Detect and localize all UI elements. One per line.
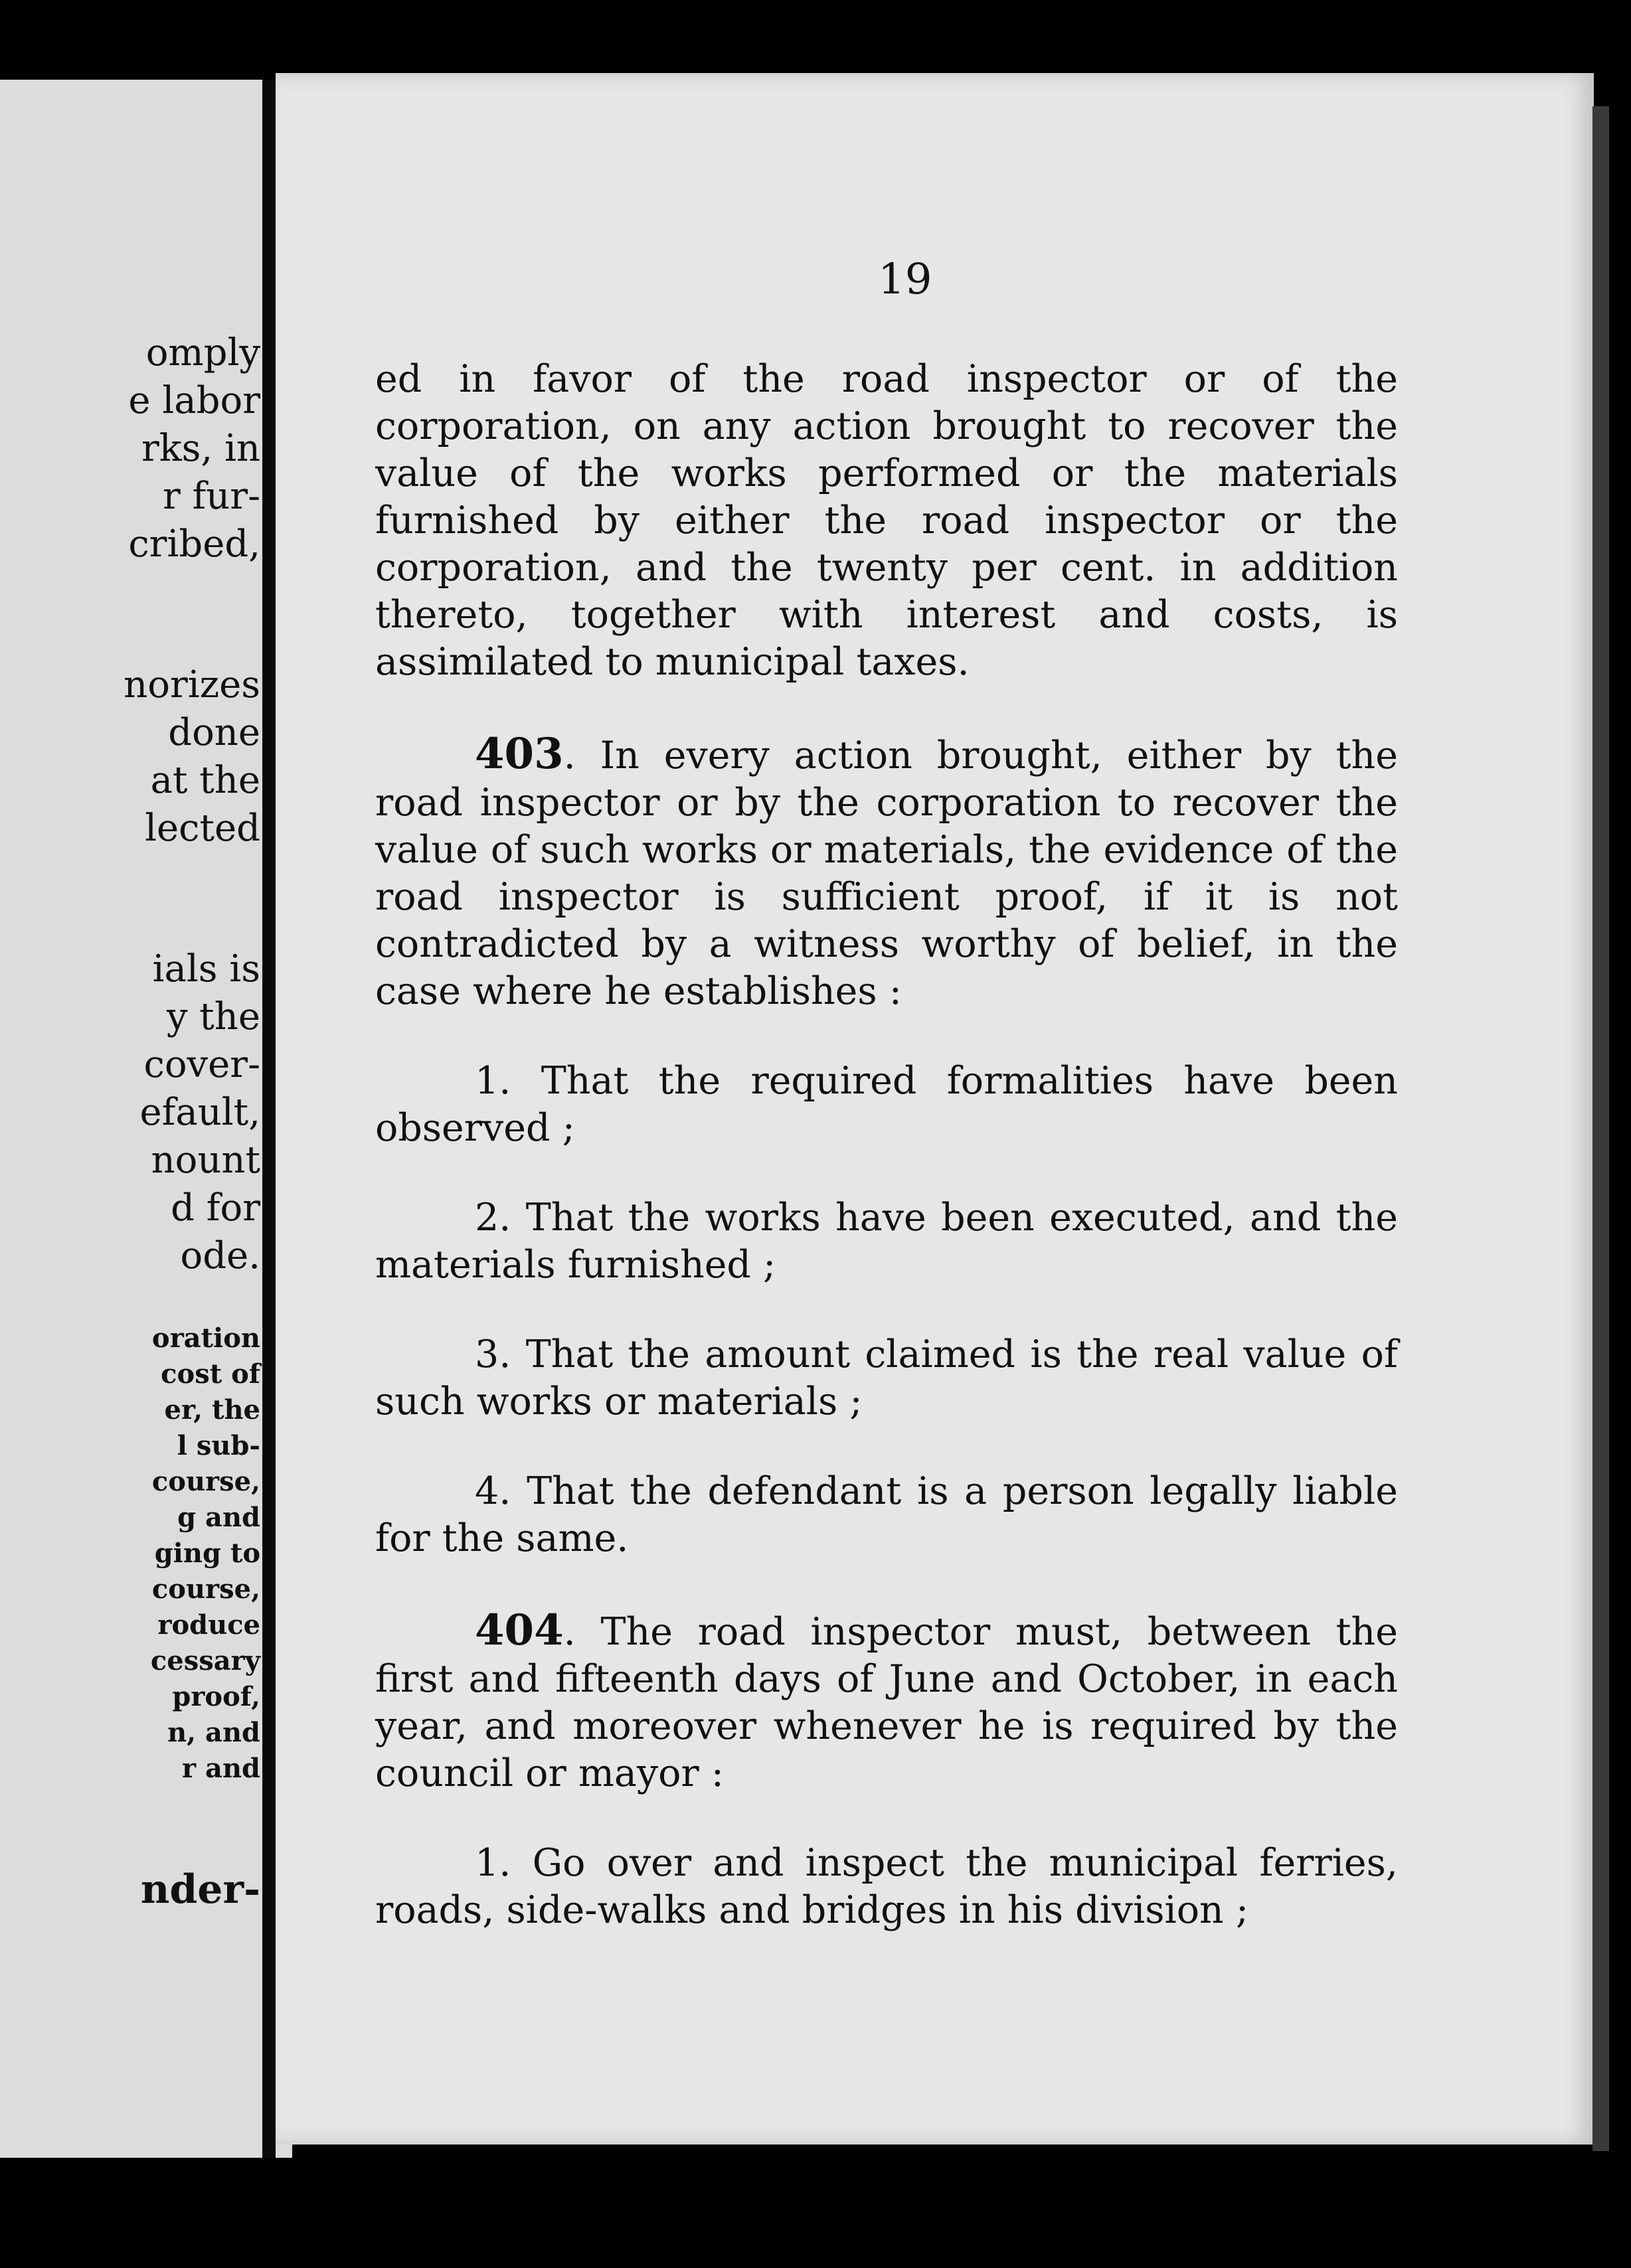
facing-page-line: nount <box>151 1139 260 1182</box>
facing-page-line: done <box>168 711 260 754</box>
section-404-item-1: 1. Go over and inspect the municipal ferries, roads, side-walks and bridges in his division ; <box>375 1841 1398 1932</box>
facing-page-line: d for <box>171 1186 260 1230</box>
facing-page-line: e labor <box>128 379 260 422</box>
facing-page-line: course, <box>151 1574 260 1605</box>
facing-page-line: at the <box>150 759 260 802</box>
continuation-text: ed in favor of the road inspector or of the corporation, on any action brought to recover the value of the works performed or the materials furnished by either the road inspector or the corporation, and the twenty per cent. in addition thereto, together with interest and costs, is assimilated to municipal taxes. <box>375 357 1398 684</box>
section-404-text: . The road inspector must, between the first and fifteenth days of June and October, in each year, and moreover whenever he is required by the council or mayor : <box>375 1610 1398 1795</box>
page-gutter <box>262 80 276 2158</box>
continuation-paragraph <box>375 356 1398 686</box>
facing-page-line: course, <box>151 1466 260 1497</box>
facing-page-line: oration <box>151 1323 260 1354</box>
section-403-item-3: 3. That the amount claimed is the real value of such works or materials ; <box>375 1333 1398 1423</box>
section-403-item-2: 2. That the works have been executed, and the materials furnished ; <box>375 1196 1398 1287</box>
facing-page-line: r and <box>182 1753 260 1784</box>
facing-page-line: ode. <box>180 1234 260 1277</box>
facing-page-line: efault, <box>139 1091 260 1134</box>
facing-page-line: norizes <box>124 663 260 706</box>
facing-page-line: cost of <box>161 1358 260 1390</box>
facing-page-line: y the <box>166 995 260 1038</box>
section-404-number: 404 <box>475 1605 564 1655</box>
page-edge <box>1592 106 1609 2151</box>
section-403-number: 403 <box>475 729 564 779</box>
page-number: 19 <box>878 255 932 304</box>
facing-page-line: er, the <box>164 1394 260 1425</box>
section-403-item-1: 1. That the required formalities have been observed ; <box>375 1059 1398 1150</box>
facing-page-line: g and <box>177 1502 260 1533</box>
facing-page-line: omply <box>145 331 260 374</box>
facing-page-line: n, and <box>167 1717 260 1748</box>
facing-page-line: r fur- <box>162 475 260 518</box>
section-404 <box>375 1607 1398 1934</box>
section-403-text: . In every action brought, either by the road inspector or by the corporation to recover the value of such works or materials, the evidence of the road inspector is sufficient proof, if it is not contradicted by a witness worthy of belief, in the case where he establishes : <box>375 734 1398 1013</box>
facing-page-line: ials is <box>152 947 260 991</box>
facing-page-line: rks, in <box>141 427 260 470</box>
section-403 <box>375 730 1398 1562</box>
facing-page-line: l sub- <box>177 1430 260 1461</box>
section-403-item-4: 4. That the defendant is a person legally liable for the same. <box>375 1469 1398 1560</box>
facing-page-line: cover- <box>143 1043 260 1086</box>
facing-page-line: cribed, <box>128 523 260 566</box>
facing-page-line: proof, <box>172 1681 260 1712</box>
section-404-paragraph <box>375 1607 1398 1797</box>
section-403-paragraph <box>375 730 1398 1015</box>
facing-page-line: nder- <box>140 1866 260 1913</box>
facing-page-line: lected <box>145 807 260 850</box>
facing-page-line: roduce <box>157 1609 260 1641</box>
facing-page-line: ging to <box>154 1538 260 1569</box>
facing-page-line: cessary <box>150 1645 260 1676</box>
facing-page <box>0 80 292 2158</box>
